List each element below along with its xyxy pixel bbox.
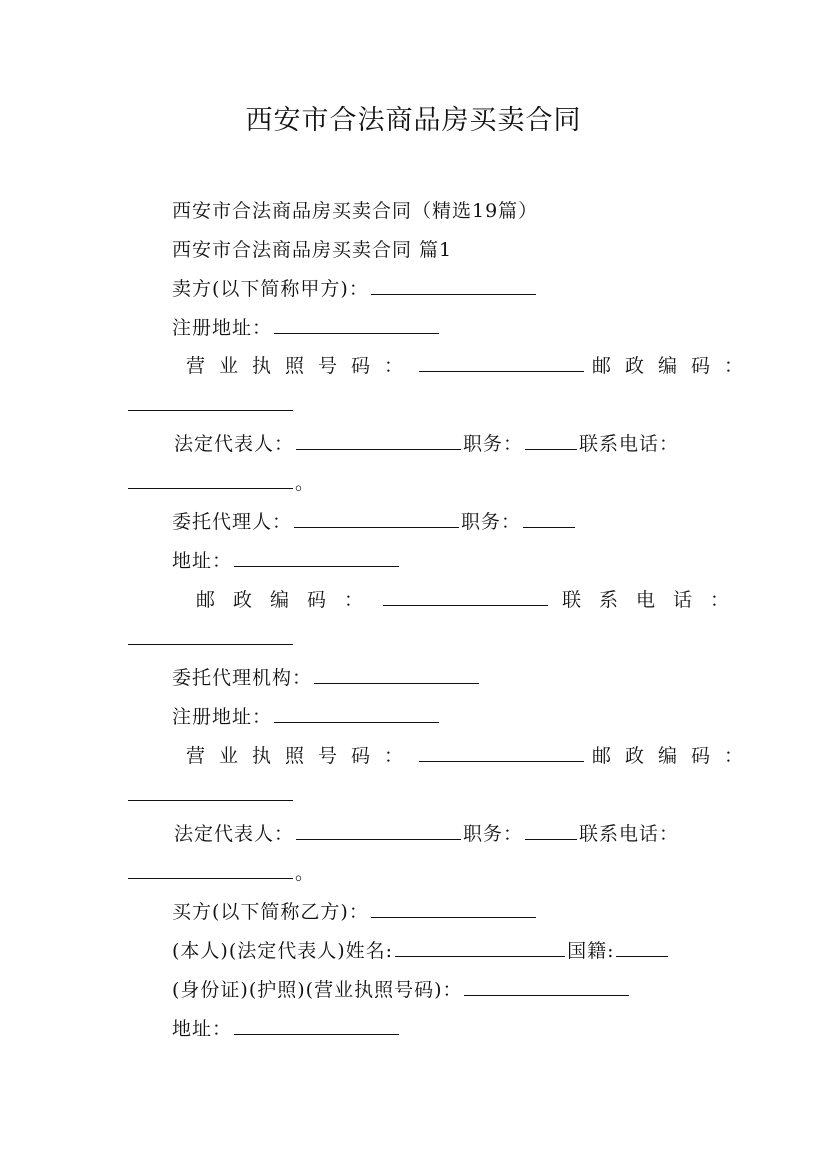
document-title: 西安市合法商品房买卖合同 [245,105,582,136]
buyer-name-blank[interactable] [395,940,565,957]
agency-line [172,665,481,691]
buyer-id-blank[interactable] [464,979,629,996]
postcode-label: 邮政编码： [592,355,758,377]
agency-phone-blank[interactable] [128,862,293,879]
buyer-id-line [172,977,631,1003]
buyer-blank[interactable] [371,901,536,918]
phone-continuation [126,470,315,496]
agency-period-mark: 。 [295,862,316,884]
license-label: 营业执照号码： [186,355,418,377]
license-postcode-line [186,353,757,379]
agency-legal-rep-label: 法定代表人： [174,823,295,845]
agency-phone-continuation [126,860,315,886]
position-blank[interactable] [525,433,577,450]
nationality-label: 国籍: [567,940,615,962]
buyer-name-line [172,938,670,964]
agency-legal-rep-blank[interactable] [296,823,461,840]
agency-postcode-blank[interactable] [128,784,293,801]
postcode-continuation [126,392,295,418]
buyer-name-label: (本人)(法定代表人)姓名: [172,940,394,962]
buyer-id-label: (身份证)(护照)(营业执照号码)： [172,979,463,1001]
reg-address-blank[interactable] [274,317,439,334]
agency-reg-address-blank[interactable] [274,706,439,723]
legal-rep-blank[interactable] [296,433,461,450]
seller-label: 卖方(以下简称甲方)： [172,278,369,300]
agent-postcode-blank[interactable] [383,589,548,606]
agency-postcode-continuation [126,782,295,808]
agency-legal-rep-line [174,821,679,847]
agency-license-blank[interactable] [419,745,584,762]
agent-position-blank[interactable] [523,511,575,528]
buyer-line [172,899,538,925]
agent-postcode-label: 邮政编码： [196,589,382,611]
agent-address-blank[interactable] [234,550,399,567]
buyer-address-line [172,1016,401,1042]
agent-postcode-line [196,587,747,613]
seller-line [172,276,538,302]
part-heading-line [172,237,452,263]
part-heading-text: 西安市合法商品房买卖合同 篇1 [172,239,453,261]
phone-label: 联系电话： [579,433,680,455]
period-mark: 。 [295,472,316,494]
agent-position-label: 职务： [461,511,522,533]
agent-phone-blank[interactable] [128,628,293,645]
agent-phone-label: 联系电话： [562,589,748,611]
subtitle-line [172,198,538,224]
agency-position-blank[interactable] [525,823,577,840]
agency-postcode-label: 邮政编码： [592,745,758,767]
agency-label: 委托代理机构： [172,667,313,689]
buyer-label: 买方(以下简称乙方)： [172,901,369,923]
legal-rep-line [174,431,679,457]
seller-blank[interactable] [371,278,536,295]
subtitle-text: 西安市合法商品房买卖合同（精选19篇） [172,200,539,222]
agent-label: 委托代理人： [172,511,293,533]
agent-address-line [172,548,401,574]
nationality-blank[interactable] [616,940,668,957]
agency-reg-address-label: 注册地址： [172,706,273,728]
agency-license-line [186,743,757,769]
license-blank[interactable] [419,355,584,372]
agency-license-label: 营业执照号码： [186,745,418,767]
reg-address-line [172,315,441,341]
buyer-address-blank[interactable] [234,1018,399,1035]
phone-blank[interactable] [128,472,293,489]
agent-line [172,509,577,535]
position-label: 职务： [463,433,524,455]
legal-rep-label: 法定代表人： [174,433,295,455]
postcode-blank[interactable] [128,394,293,411]
agency-blank[interactable] [314,667,479,684]
agency-phone-label: 联系电话： [579,823,680,845]
agent-phone-continuation [126,626,295,652]
buyer-address-label: 地址： [172,1018,233,1040]
agency-position-label: 职务： [463,823,524,845]
agent-blank[interactable] [294,511,459,528]
reg-address-label: 注册地址： [172,317,273,339]
agency-reg-address-line [172,704,441,730]
agent-address-label: 地址： [172,550,233,572]
